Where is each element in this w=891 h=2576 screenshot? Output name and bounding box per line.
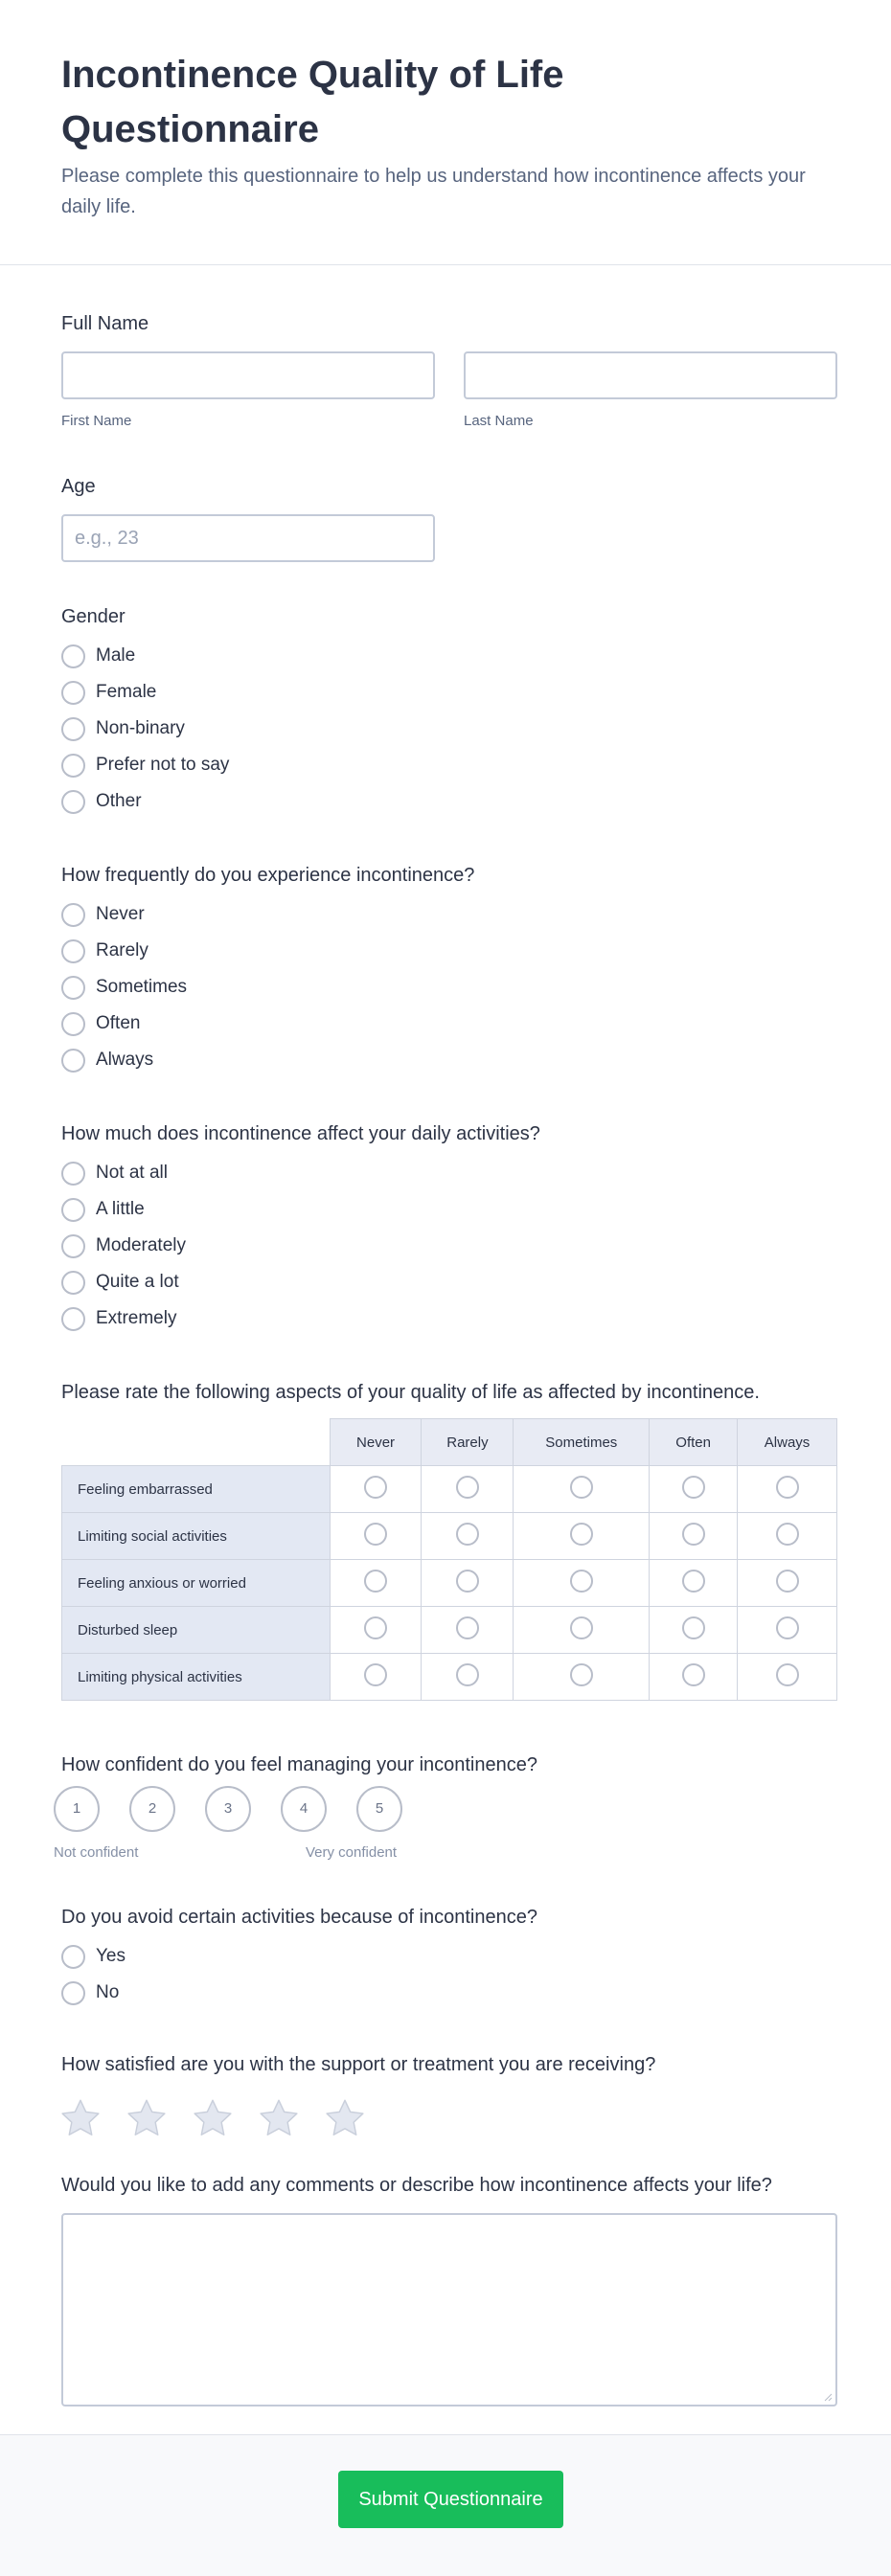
satisfaction-field	[61, 2054, 837, 2145]
daily-activities-option-label: Not at all	[96, 1163, 168, 1183]
matrix-cell	[422, 1654, 514, 1701]
matrix-cell	[330, 1466, 422, 1513]
gender-option[interactable]	[61, 711, 229, 747]
avoid-activities-option[interactable]	[61, 1975, 537, 2011]
matrix-radio-button[interactable]	[776, 1663, 799, 1686]
matrix-radio-button[interactable]	[570, 1476, 593, 1499]
matrix-row	[62, 1654, 837, 1701]
avoid-activities-label: Do you avoid certain activities because of incontinence?	[61, 1907, 537, 1928]
age-field	[61, 476, 435, 562]
daily-activities-option-label: Quite a lot	[96, 1272, 179, 1292]
matrix-cell	[650, 1654, 738, 1701]
matrix-radio-button[interactable]	[570, 1616, 593, 1639]
scale-low-label: Not confident	[54, 1844, 139, 1861]
matrix-corner	[62, 1419, 331, 1466]
radio-button[interactable]	[61, 1012, 85, 1036]
matrix-row-label: Limiting social activities	[62, 1513, 331, 1560]
comments-field	[61, 2175, 837, 2407]
matrix-radio-button[interactable]	[570, 1570, 593, 1593]
matrix-cell	[514, 1466, 650, 1513]
radio-button[interactable]	[61, 1234, 85, 1258]
confidence-label: How confident do you feel managing your incontinence?	[61, 1754, 537, 1775]
radio-button[interactable]	[61, 1271, 85, 1295]
matrix-radio-button[interactable]	[682, 1616, 705, 1639]
matrix-radio-button[interactable]	[364, 1523, 387, 1546]
matrix-cell	[738, 1560, 837, 1607]
matrix-radio-button[interactable]	[364, 1663, 387, 1686]
matrix-column-header: Often	[650, 1419, 738, 1466]
form-footer	[0, 2434, 891, 2576]
scale-option-1[interactable]: 1	[54, 1786, 100, 1832]
scale-high-label: Very confident	[306, 1844, 398, 1861]
form-body	[0, 265, 891, 2434]
matrix-cell	[422, 1560, 514, 1607]
matrix-radio-button[interactable]	[682, 1663, 705, 1686]
comments-textarea[interactable]	[61, 2213, 837, 2407]
matrix-radio-button[interactable]	[570, 1663, 593, 1686]
matrix-radio-button[interactable]	[682, 1523, 705, 1546]
matrix-radio-button[interactable]	[456, 1616, 479, 1639]
gender-option-label: Other	[96, 791, 142, 811]
daily-activities-option[interactable]	[61, 1155, 540, 1191]
radio-button[interactable]	[61, 1049, 85, 1073]
page-title: Incontinence Quality of Life Questionnaire	[61, 54, 564, 150]
gender-option[interactable]	[61, 783, 229, 820]
star-icon[interactable]	[258, 2097, 300, 2139]
radio-button[interactable]	[61, 939, 85, 963]
scale-option-4[interactable]: 4	[281, 1786, 327, 1832]
matrix-cell	[738, 1654, 837, 1701]
matrix-cell	[514, 1560, 650, 1607]
scale-option-3[interactable]: 3	[205, 1786, 251, 1832]
matrix-row	[62, 1560, 837, 1607]
frequency-options	[61, 896, 474, 1078]
matrix-column-header: Always	[738, 1419, 837, 1466]
radio-button[interactable]	[61, 1307, 85, 1331]
matrix-radio-button[interactable]	[776, 1570, 799, 1593]
matrix-cell	[330, 1654, 422, 1701]
matrix-cell	[650, 1513, 738, 1560]
avoid-activities-option-label: No	[96, 1982, 120, 2002]
gender-label: Gender	[61, 606, 126, 627]
daily-activities-option[interactable]	[61, 1264, 540, 1300]
gender-options	[61, 638, 229, 820]
matrix-radio-button[interactable]	[456, 1663, 479, 1686]
matrix-cell	[514, 1654, 650, 1701]
matrix-radio-button[interactable]	[776, 1616, 799, 1639]
matrix-row-label: Disturbed sleep	[62, 1607, 331, 1654]
resize-handle-icon[interactable]	[823, 2392, 833, 2402]
full-name-field	[61, 313, 837, 429]
frequency-option[interactable]	[61, 896, 474, 933]
confidence-field	[54, 1754, 540, 1869]
matrix-row	[62, 1607, 837, 1654]
radio-button[interactable]	[61, 754, 85, 778]
matrix-radio-button[interactable]	[682, 1570, 705, 1593]
daily-activities-field	[61, 1123, 540, 1337]
radio-button[interactable]	[61, 903, 85, 927]
matrix-cell	[738, 1607, 837, 1654]
scale-option-2[interactable]: 2	[129, 1786, 175, 1832]
frequency-option-label: Never	[96, 904, 145, 924]
avoid-activities-field	[61, 1907, 537, 2011]
frequency-option[interactable]	[61, 1042, 474, 1078]
frequency-field	[61, 865, 474, 1078]
daily-activities-option-label: Moderately	[96, 1235, 186, 1255]
matrix-cell	[330, 1513, 422, 1560]
matrix-radio-button[interactable]	[776, 1523, 799, 1546]
form-header	[0, 0, 891, 265]
daily-activities-option-label: Extremely	[96, 1308, 177, 1328]
matrix-radio-button[interactable]	[456, 1476, 479, 1499]
avoid-activities-option-label: Yes	[96, 1946, 126, 1966]
matrix-radio-button[interactable]	[776, 1476, 799, 1499]
star-icon[interactable]	[126, 2097, 168, 2139]
matrix-row-label: Limiting physical activities	[62, 1654, 331, 1701]
star-rating	[61, 2097, 837, 2145]
daily-activities-option[interactable]	[61, 1191, 540, 1228]
matrix-label: Please rate the following aspects of your quality of life as affected by incontinence.	[61, 1382, 760, 1403]
frequency-option-label: Always	[96, 1050, 154, 1070]
frequency-option[interactable]	[61, 933, 474, 969]
daily-activities-options	[61, 1155, 540, 1337]
matrix-cell	[738, 1466, 837, 1513]
daily-activities-label: How much does incontinence affect your daily activities?	[61, 1123, 540, 1144]
radio-button[interactable]	[61, 976, 85, 1000]
star-icon[interactable]	[59, 2097, 102, 2139]
age-placeholder: e.g., 23	[75, 528, 139, 549]
radio-button[interactable]	[61, 790, 85, 814]
satisfaction-label: How satisfied are you with the support or treatment you are receiving?	[61, 2054, 656, 2075]
matrix-radio-button[interactable]	[682, 1476, 705, 1499]
scale-option-5[interactable]: 5	[356, 1786, 402, 1832]
gender-option[interactable]	[61, 747, 229, 783]
star-icon[interactable]	[324, 2097, 366, 2139]
last-name-input[interactable]	[464, 351, 837, 399]
star-icon[interactable]	[192, 2097, 234, 2139]
daily-activities-option[interactable]	[61, 1300, 540, 1337]
matrix-row-label: Feeling embarrassed	[62, 1466, 331, 1513]
frequency-label: How frequently do you experience incontinence?	[61, 865, 475, 886]
matrix-cell	[422, 1466, 514, 1513]
gender-option-label: Male	[96, 645, 136, 666]
radio-button[interactable]	[61, 644, 85, 668]
frequency-option-label: Sometimes	[96, 977, 188, 997]
gender-option-label: Non-binary	[96, 718, 185, 738]
avoid-activities-option[interactable]	[61, 1938, 537, 1975]
matrix-column-header: Rarely	[422, 1419, 514, 1466]
gender-option[interactable]	[61, 638, 229, 674]
age-input[interactable]	[61, 514, 435, 562]
matrix-cell	[650, 1466, 738, 1513]
confidence-scale	[54, 1786, 540, 1882]
avoid-activities-options	[61, 1938, 537, 2011]
matrix-cell	[514, 1607, 650, 1654]
frequency-option-label: Rarely	[96, 940, 148, 960]
matrix-radio-button[interactable]	[456, 1570, 479, 1593]
gender-option[interactable]	[61, 674, 229, 711]
matrix-row	[62, 1466, 837, 1513]
frequency-option[interactable]	[61, 1006, 474, 1042]
radio-button[interactable]	[61, 1198, 85, 1222]
gender-field	[61, 606, 229, 820]
matrix-cell	[330, 1607, 422, 1654]
matrix-radio-button[interactable]	[456, 1523, 479, 1546]
radio-button[interactable]	[61, 1981, 85, 2005]
gender-option-label: Prefer not to say	[96, 755, 230, 775]
first-name-sublabel: First Name	[61, 413, 132, 429]
matrix-cell	[422, 1607, 514, 1654]
matrix-column-header: Sometimes	[514, 1419, 650, 1466]
matrix-radio-button[interactable]	[364, 1616, 387, 1639]
matrix-cell	[650, 1607, 738, 1654]
matrix-cell	[738, 1513, 837, 1560]
matrix-row	[62, 1513, 837, 1560]
matrix-cell	[330, 1560, 422, 1607]
matrix-row-label: Feeling anxious or worried	[62, 1560, 331, 1607]
last-name-sublabel: Last Name	[464, 413, 534, 429]
quality-matrix-field	[61, 1382, 837, 1701]
frequency-option-label: Often	[96, 1013, 141, 1033]
daily-activities-option[interactable]	[61, 1228, 540, 1264]
matrix-radio-button[interactable]	[570, 1523, 593, 1546]
page-description: Please complete this questionnaire to help us understand how incontinence affects your daily life.	[61, 166, 806, 217]
gender-option-label: Female	[96, 682, 157, 702]
matrix-cell	[422, 1513, 514, 1560]
frequency-option[interactable]	[61, 969, 474, 1006]
age-label: Age	[61, 476, 96, 497]
radio-button[interactable]	[61, 681, 85, 705]
first-name-input[interactable]	[61, 351, 435, 399]
comments-label: Would you like to add any comments or describe how incontinence affects your life?	[61, 2175, 772, 2196]
full-name-label: Full Name	[61, 313, 149, 334]
daily-activities-option-label: A little	[96, 1199, 145, 1219]
matrix-radio-button[interactable]	[364, 1476, 387, 1499]
radio-button[interactable]	[61, 717, 85, 741]
quality-matrix-table	[61, 1418, 837, 1701]
matrix-cell	[514, 1513, 650, 1560]
matrix-cell	[650, 1560, 738, 1607]
matrix-column-header: Never	[330, 1419, 422, 1466]
matrix-radio-button[interactable]	[364, 1570, 387, 1593]
radio-button[interactable]	[61, 1945, 85, 1969]
radio-button[interactable]	[61, 1162, 85, 1186]
submit-button[interactable]: Submit Questionnaire	[338, 2471, 563, 2528]
